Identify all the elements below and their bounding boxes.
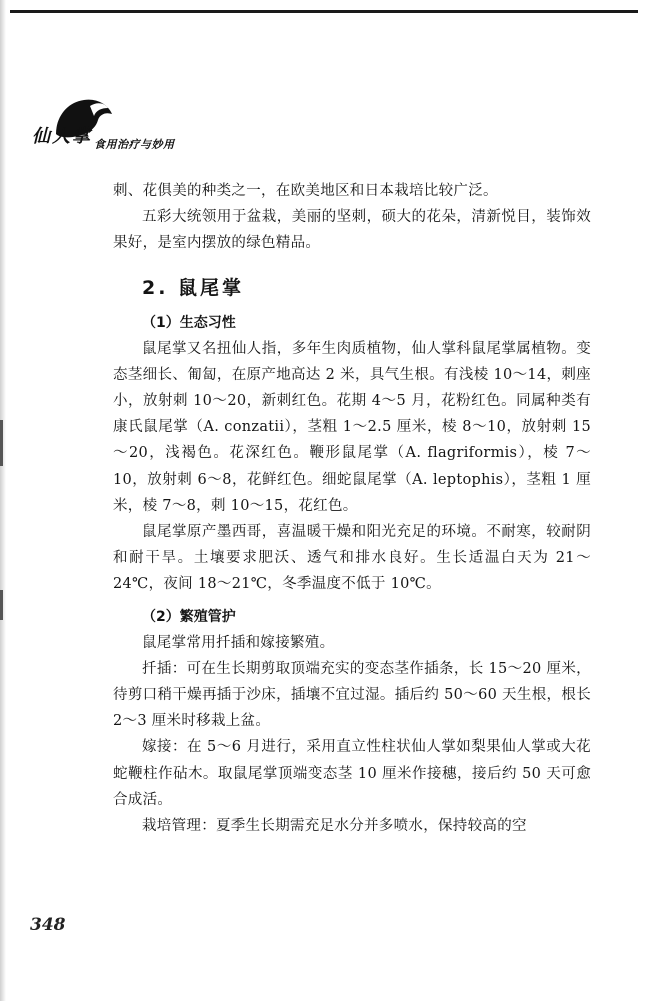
page-number: 348 [30, 915, 66, 935]
book-logo [14, 92, 214, 166]
scan-mark [0, 420, 3, 466]
paragraph: 鼠尾掌又名扭仙人指，多年生肉质植物，仙人掌科鼠尾掌属植物。变态茎细长、匍匐，在原产地高达 2 米，具气生根。有浅棱 10～14，刺座小，放射刺 10～20，新刺红色。花期 4～5 月，花粉红色。同属种类有康氏鼠尾掌（A. conzatii），茎粗 1～2.5 厘米，棱 8～10，放射刺 15～20，浅褐色。花深红色。鞭形鼠尾掌（A. flagriformis），棱 7～10，放射刺 6～8，花鲜红色。细蛇鼠尾掌（A. leptophis），茎粗 1 厘米，棱 7～8，刺 10～15，花红色。 [113, 340, 591, 514]
paragraph: 刺、花俱美的种类之一，在欧美地区和日本栽培比较广泛。 [113, 183, 498, 199]
paragraph: 五彩大统领用于盆栽，美丽的坚刺，硕大的花朵，清新悦目，装饰效果好，是室内摆放的绿色精品。 [113, 209, 591, 252]
scan-edge-shadow [0, 0, 6, 1001]
subsection-heading: （2）繁殖管护 [142, 608, 236, 625]
paragraph: 鼠尾掌原产墨西哥，喜温暖干燥和阳光充足的环境。不耐寒，较耐阴和耐干旱。土壤要求肥沃、透气和排水良好。生长适温白天为 21～24℃，夜间 18～21℃，冬季温度不低于 10℃。 [113, 524, 591, 593]
paragraph: 扦插：可在生长期剪取顶端充实的变态茎作插条，长 15～20 厘米，待剪口稍干燥再插于沙床，插壤不宜过湿。插后约 50～60 天生根，根长 2～3 厘米时移栽上盆。 [113, 660, 591, 730]
section-heading: 2. 鼠尾掌 [142, 276, 245, 299]
scan-mark [0, 590, 3, 620]
subsection-heading: （1）生态习性 [142, 314, 236, 331]
page-body [113, 178, 591, 839]
book-subtitle: 食用治疗与妙用 [94, 138, 175, 151]
paragraph: 鼠尾掌常用扦插和嫁接繁殖。 [142, 634, 335, 651]
paragraph: 嫁接：在 5～6 月进行，采用直立性柱状仙人掌如梨果仙人掌或大花蛇鞭柱作砧木。取鼠尾掌顶端变态茎 10 厘米作接穗，接后约 50 天可愈合成活。 [113, 739, 591, 808]
header-rule [10, 10, 638, 13]
paragraph: 栽培管理：夏季生长期需充足水分并多喷水，保持较高的空 [142, 818, 527, 835]
book-title: 仙人掌 [32, 126, 92, 147]
